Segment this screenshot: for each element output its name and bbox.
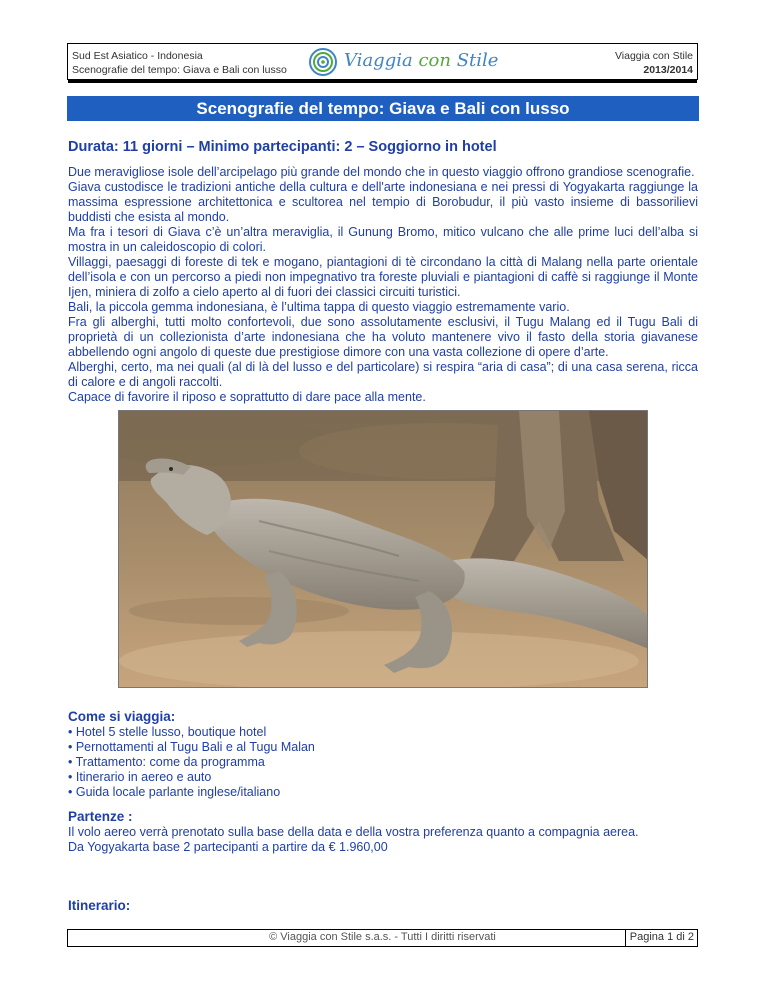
header-year: 2013/2014 (643, 64, 693, 76)
header-left (72, 49, 287, 77)
intro-paragraph: Alberghi, certo, ma nei quali (al di là del lusso e del particolare) si respira “aria di casa”; di una casa serena, ricca di calore e di angoli raccolti. (68, 360, 698, 389)
page-header (67, 43, 698, 80)
page-number: Pagina 1 di 2 (629, 931, 694, 943)
header-brand: Viaggia con Stile (614, 50, 693, 62)
departures-price: Da Yogyakarta base 2 partecipanti a partire da € 1.960,00 (68, 840, 388, 854)
page-footer (67, 929, 698, 947)
footer-divider (625, 930, 626, 946)
komodo-dragon-illustration (119, 411, 648, 688)
page-title: Scenografie del tempo: Giava e Bali con lusso (67, 96, 699, 121)
header-doc-title: Scenografie del tempo: Giava e Bali con lusso (72, 64, 287, 76)
header-divider (68, 80, 697, 83)
intro-paragraph: Capace di favorire il riposo e soprattutto di dare pace alla mente. (68, 390, 426, 404)
header-right (615, 49, 693, 77)
list-item: • Hotel 5 stelle lusso, boutique hotel (68, 725, 267, 739)
departures-line: Il volo aereo verrà prenotato sulla base della data e della vostra preferenza quanto a compagnia aerea. (68, 825, 639, 839)
intro-paragraph: Due meravigliose isole dell’arcipelago più grande del mondo che in questo viaggio offrono grandiose scenografie. (68, 165, 695, 179)
how-list (68, 725, 315, 800)
trip-summary: Durata: 11 giorni – Minimo partecipanti: 2 – Soggiorno in hotel (68, 139, 497, 155)
how-title: Come si viaggia: (68, 709, 176, 724)
komodo-dragon-photo (118, 410, 648, 688)
list-item: • Trattamento: come da programma (68, 755, 265, 769)
brand-logo (308, 47, 499, 77)
intro-paragraph: Fra gli alberghi, tutti molto confortevoli, due sono assolutamente esclusivi, il Tugu Malang ed il Tugu Bali di proprietà di un collezionista d’arte indonesiana che ha voluto mantenere vivo il fasto della storia giavanese abbellendo ogni angolo di queste due prestigiose dimore con una vasta collezione di opere d’arte. (68, 315, 698, 359)
list-item: • Pernottamenti al Tugu Bali e al Tugu Malan (68, 740, 315, 754)
footer-copyright: © Viaggia con Stile s.a.s. - Tutti I diritti riservati (269, 931, 496, 943)
intro-paragraph: Bali, la piccola gemma indonesiana, è l’ultima tappa di questo viaggio estremamente vario. (68, 300, 570, 314)
header-region: Sud Est Asiatico - Indonesia (72, 50, 203, 62)
intro-paragraph: Giava custodisce le tradizioni antiche della cultura e dell'arte indonesiana e nei pressi di Yogyakarta raggiunge la massima espressione architettonica e scultorea nel tempio di Borobudur, il più vasto insieme di bassorilievi buddisti che esista al mondo. (68, 180, 698, 224)
intro-paragraph: Ma fra i tesori di Giava c’è un’altra meraviglia, il Gunung Bromo, mitico vulcano che alle prime luci dell’alba si mostra in un caleidoscopio di colori. (68, 225, 698, 254)
departures-title: Partenze : (68, 809, 133, 824)
departures-text (68, 825, 698, 855)
list-item: • Guida locale parlante inglese/italiano (68, 785, 281, 799)
list-item: • Itinerario in aereo e auto (68, 770, 212, 784)
itinerary-title: Itinerario: (68, 898, 131, 913)
logo-swirl-icon (308, 47, 338, 77)
intro-paragraph: Villaggi, paesaggi di foreste di tek e mogano, piantagioni di tè circondano la città di Malang nella parte orientale dell’isola e con un percorso a piedi non impegnativo tra foreste pluviali e piantagioni di caffè si raggiunge il Monte Ijen, miniera di zolfo a cielo aperto al di fuori dei classici circuiti turistici. (68, 255, 698, 299)
intro-text (68, 165, 698, 405)
logo-wordmark: Viaggia con Stile (344, 50, 499, 71)
